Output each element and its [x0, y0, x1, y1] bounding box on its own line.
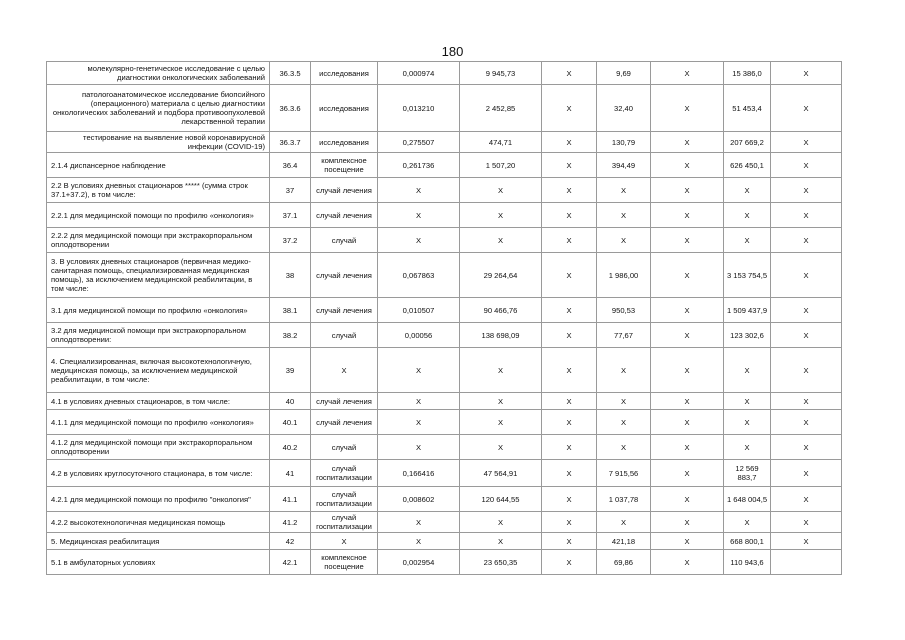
value-col8-cell: X [651, 460, 724, 487]
row-name-cell: 5.1 в амбулаторных условиях [47, 550, 270, 575]
table-row [47, 410, 842, 435]
value-col4-cell: 0,00056 [378, 323, 460, 348]
value-col5-cell: 90 466,76 [460, 298, 542, 323]
unit-cell: X [311, 533, 378, 550]
unit-cell: исследования [311, 85, 378, 132]
value-col6-cell: X [542, 253, 597, 298]
value-col4-cell: 0,067863 [378, 253, 460, 298]
value-col8-cell: X [651, 487, 724, 512]
value-col4-cell: 0,008602 [378, 487, 460, 512]
value-col6-cell: X [542, 533, 597, 550]
value-col10-cell: X [771, 203, 842, 228]
value-col4-cell: X [378, 348, 460, 393]
row-code-cell: 41.2 [270, 512, 311, 533]
unit-cell: случай лечения [311, 178, 378, 203]
row-name-cell: патологоанатомическое исследование биопсийного (операционного) материала с целью диагностики онкологических заболеваний и подбора противоопухолевой лекарственной терапии [47, 85, 270, 132]
value-col5-cell: 47 564,91 [460, 460, 542, 487]
value-col6-cell: X [542, 85, 597, 132]
unit-cell: случай госпитализации [311, 487, 378, 512]
unit-cell: исследования [311, 62, 378, 85]
table-row [47, 323, 842, 348]
value-col6-cell: X [542, 348, 597, 393]
value-col9-cell: 12 569 883,7 [724, 460, 771, 487]
unit-cell: случай госпитализации [311, 460, 378, 487]
value-col6-cell: X [542, 132, 597, 153]
value-col7-cell: X [597, 178, 651, 203]
table-row [47, 85, 842, 132]
row-name-cell: молекулярно-генетическое исследование с целью диагностики онкологических заболеваний [47, 62, 270, 85]
value-col10-cell: X [771, 323, 842, 348]
table-row [47, 550, 842, 575]
value-col5-cell: 120 644,55 [460, 487, 542, 512]
value-col10-cell: X [771, 512, 842, 533]
value-col8-cell: X [651, 298, 724, 323]
value-col6-cell: X [542, 550, 597, 575]
value-col6-cell: X [542, 487, 597, 512]
unit-cell: случай лечения [311, 203, 378, 228]
value-col5-cell: 474,71 [460, 132, 542, 153]
table-row [47, 512, 842, 533]
value-col5-cell: X [460, 410, 542, 435]
value-col4-cell: 0,166416 [378, 460, 460, 487]
unit-cell: случай лечения [311, 410, 378, 435]
value-col5-cell: 2 452,85 [460, 85, 542, 132]
value-col6-cell: X [542, 228, 597, 253]
value-col7-cell: 421,18 [597, 533, 651, 550]
value-col10-cell: X [771, 153, 842, 178]
table-row [47, 298, 842, 323]
value-col5-cell: X [460, 435, 542, 460]
value-col10-cell [771, 550, 842, 575]
value-col9-cell: 110 943,6 [724, 550, 771, 575]
unit-cell: случай госпитализации [311, 512, 378, 533]
value-col4-cell: X [378, 533, 460, 550]
value-col8-cell: X [651, 132, 724, 153]
value-col10-cell: X [771, 533, 842, 550]
value-col5-cell: X [460, 348, 542, 393]
value-col7-cell: 77,67 [597, 323, 651, 348]
value-col8-cell: X [651, 512, 724, 533]
table-row [47, 393, 842, 410]
table-row [47, 178, 842, 203]
value-col9-cell: 207 669,2 [724, 132, 771, 153]
value-col7-cell: X [597, 512, 651, 533]
row-name-cell: 2.2.1 для медицинской помощи по профилю «онкология» [47, 203, 270, 228]
row-name-cell: тестирование на выявление новой коронавирусной инфекции (COVID-19) [47, 132, 270, 153]
value-col10-cell: X [771, 253, 842, 298]
table-row [47, 487, 842, 512]
value-col8-cell: X [651, 228, 724, 253]
value-col4-cell: 0,261736 [378, 153, 460, 178]
row-code-cell: 41.1 [270, 487, 311, 512]
row-code-cell: 40.1 [270, 410, 311, 435]
value-col6-cell: X [542, 393, 597, 410]
table-row [47, 348, 842, 393]
row-name-cell: 3.2 для медицинской помощи при экстракорпоральном оплодотворении: [47, 323, 270, 348]
value-col8-cell: X [651, 62, 724, 85]
value-col7-cell: X [597, 435, 651, 460]
table-row [47, 228, 842, 253]
row-name-cell: 3. В условиях дневных стационаров (первичная медико-санитарная помощь, специализированная медицинская помощь), за исключением медицинской реабилитации, в том числе: [47, 253, 270, 298]
value-col7-cell: 7 915,56 [597, 460, 651, 487]
value-col10-cell: X [771, 85, 842, 132]
value-col9-cell: 123 302,6 [724, 323, 771, 348]
value-col10-cell: X [771, 62, 842, 85]
value-col10-cell: X [771, 132, 842, 153]
value-col8-cell: X [651, 550, 724, 575]
value-col7-cell: X [597, 348, 651, 393]
value-col4-cell: X [378, 393, 460, 410]
table-row [47, 533, 842, 550]
value-col5-cell: X [460, 178, 542, 203]
value-col10-cell: X [771, 410, 842, 435]
unit-cell: X [311, 348, 378, 393]
table-row [47, 435, 842, 460]
value-col9-cell: 1 509 437,9 [724, 298, 771, 323]
row-code-cell: 36.4 [270, 153, 311, 178]
value-col10-cell: X [771, 393, 842, 410]
value-col8-cell: X [651, 178, 724, 203]
value-col10-cell: X [771, 178, 842, 203]
row-code-cell: 42.1 [270, 550, 311, 575]
value-col7-cell: 950,53 [597, 298, 651, 323]
value-col7-cell: X [597, 393, 651, 410]
value-col6-cell: X [542, 435, 597, 460]
value-col6-cell: X [542, 512, 597, 533]
row-code-cell: 37.2 [270, 228, 311, 253]
unit-cell: исследования [311, 132, 378, 153]
value-col7-cell: 69,86 [597, 550, 651, 575]
value-col8-cell: X [651, 153, 724, 178]
unit-cell: комплексное посещение [311, 550, 378, 575]
row-code-cell: 38.2 [270, 323, 311, 348]
value-col8-cell: X [651, 533, 724, 550]
row-name-cell: 4.2.1 для медицинской помощи по профилю "онкология" [47, 487, 270, 512]
value-col10-cell: X [771, 228, 842, 253]
row-code-cell: 40 [270, 393, 311, 410]
tariff-table [46, 61, 842, 575]
row-code-cell: 41 [270, 460, 311, 487]
row-code-cell: 40.2 [270, 435, 311, 460]
row-code-cell: 39 [270, 348, 311, 393]
value-col7-cell: X [597, 203, 651, 228]
row-code-cell: 37.1 [270, 203, 311, 228]
value-col4-cell: X [378, 228, 460, 253]
value-col8-cell: X [651, 393, 724, 410]
value-col4-cell: 0,000974 [378, 62, 460, 85]
value-col4-cell: 0,010507 [378, 298, 460, 323]
row-name-cell: 2.2.2 для медицинской помощи при экстракорпоральном оплодотворении [47, 228, 270, 253]
row-code-cell: 37 [270, 178, 311, 203]
value-col5-cell: X [460, 393, 542, 410]
row-name-cell: 2.1.4 диспансерное наблюдение [47, 153, 270, 178]
value-col5-cell: 23 650,35 [460, 550, 542, 575]
value-col7-cell: X [597, 410, 651, 435]
value-col5-cell: 29 264,64 [460, 253, 542, 298]
row-name-cell: 4.1 в условиях дневных стационаров, в том числе: [47, 393, 270, 410]
table-body [47, 62, 842, 575]
value-col10-cell: X [771, 487, 842, 512]
unit-cell: случай лечения [311, 253, 378, 298]
value-col6-cell: X [542, 460, 597, 487]
value-col6-cell: X [542, 178, 597, 203]
value-col8-cell: X [651, 410, 724, 435]
value-col7-cell: 394,49 [597, 153, 651, 178]
unit-cell: случай [311, 228, 378, 253]
value-col9-cell: 626 450,1 [724, 153, 771, 178]
value-col7-cell: 130,79 [597, 132, 651, 153]
value-col7-cell: 1 986,00 [597, 253, 651, 298]
value-col6-cell: X [542, 153, 597, 178]
value-col7-cell: X [597, 228, 651, 253]
value-col5-cell: X [460, 533, 542, 550]
value-col8-cell: X [651, 85, 724, 132]
row-code-cell: 42 [270, 533, 311, 550]
value-col4-cell: 0,002954 [378, 550, 460, 575]
value-col5-cell: 9 945,73 [460, 62, 542, 85]
value-col6-cell: X [542, 62, 597, 85]
value-col5-cell: 138 698,09 [460, 323, 542, 348]
value-col10-cell: X [771, 298, 842, 323]
unit-cell: случай [311, 435, 378, 460]
row-code-cell: 38 [270, 253, 311, 298]
value-col5-cell: X [460, 512, 542, 533]
table-row [47, 203, 842, 228]
unit-cell: случай [311, 323, 378, 348]
row-name-cell: 3.1 для медицинской помощи по профилю «онкология» [47, 298, 270, 323]
page-number: 180 [441, 44, 464, 59]
unit-cell: случай лечения [311, 298, 378, 323]
value-col8-cell: X [651, 348, 724, 393]
value-col5-cell: 1 507,20 [460, 153, 542, 178]
value-col9-cell: 15 386,0 [724, 62, 771, 85]
value-col5-cell: X [460, 228, 542, 253]
value-col9-cell: 668 800,1 [724, 533, 771, 550]
value-col5-cell: X [460, 203, 542, 228]
row-name-cell: 4.1.2 для медицинской помощи при экстракорпоральном оплодотворении [47, 435, 270, 460]
value-col10-cell: X [771, 460, 842, 487]
row-name-cell: 4.2.2 высокотехнологичная медицинская помощь [47, 512, 270, 533]
row-code-cell: 36.3.5 [270, 62, 311, 85]
value-col9-cell: X [724, 410, 771, 435]
value-col9-cell: X [724, 178, 771, 203]
row-name-cell: 4.1.1 для медицинской помощи по профилю «онкология» [47, 410, 270, 435]
row-code-cell: 36.3.6 [270, 85, 311, 132]
row-code-cell: 36.3.7 [270, 132, 311, 153]
value-col9-cell: 3 153 754,5 [724, 253, 771, 298]
table-row [47, 153, 842, 178]
value-col4-cell: X [378, 435, 460, 460]
value-col6-cell: X [542, 323, 597, 348]
table-row [47, 132, 842, 153]
value-col6-cell: X [542, 298, 597, 323]
row-name-cell: 5. Медицинская реабилитация [47, 533, 270, 550]
row-name-cell: 4.2 в условиях круглосуточного стационара, в том числе: [47, 460, 270, 487]
value-col8-cell: X [651, 253, 724, 298]
value-col4-cell: X [378, 203, 460, 228]
value-col9-cell: X [724, 203, 771, 228]
value-col7-cell: 32,40 [597, 85, 651, 132]
value-col9-cell: X [724, 393, 771, 410]
value-col4-cell: X [378, 178, 460, 203]
table-row [47, 62, 842, 85]
value-col6-cell: X [542, 410, 597, 435]
table-row [47, 460, 842, 487]
value-col10-cell: X [771, 435, 842, 460]
value-col9-cell: 51 453,4 [724, 85, 771, 132]
row-name-cell: 2.2 В условиях дневных стационаров ***** (сумма строк 37.1+37.2), в том числе: [47, 178, 270, 203]
value-col4-cell: 0,275507 [378, 132, 460, 153]
value-col8-cell: X [651, 435, 724, 460]
unit-cell: комплексное посещение [311, 153, 378, 178]
value-col4-cell: X [378, 410, 460, 435]
row-name-cell: 4. Специализированная, включая высокотехнологичную, медицинская помощь, за исключением медицинской реабилитации, в том числе: [47, 348, 270, 393]
value-col9-cell: X [724, 348, 771, 393]
value-col9-cell: 1 648 004,5 [724, 487, 771, 512]
value-col9-cell: X [724, 512, 771, 533]
table-row [47, 253, 842, 298]
value-col8-cell: X [651, 323, 724, 348]
value-col7-cell: 1 037,78 [597, 487, 651, 512]
unit-cell: случай лечения [311, 393, 378, 410]
row-code-cell: 38.1 [270, 298, 311, 323]
value-col7-cell: 9,69 [597, 62, 651, 85]
value-col8-cell: X [651, 203, 724, 228]
value-col9-cell: X [724, 228, 771, 253]
value-col4-cell: X [378, 512, 460, 533]
value-col9-cell: X [724, 435, 771, 460]
value-col10-cell: X [771, 348, 842, 393]
value-col6-cell: X [542, 203, 597, 228]
value-col4-cell: 0,013210 [378, 85, 460, 132]
